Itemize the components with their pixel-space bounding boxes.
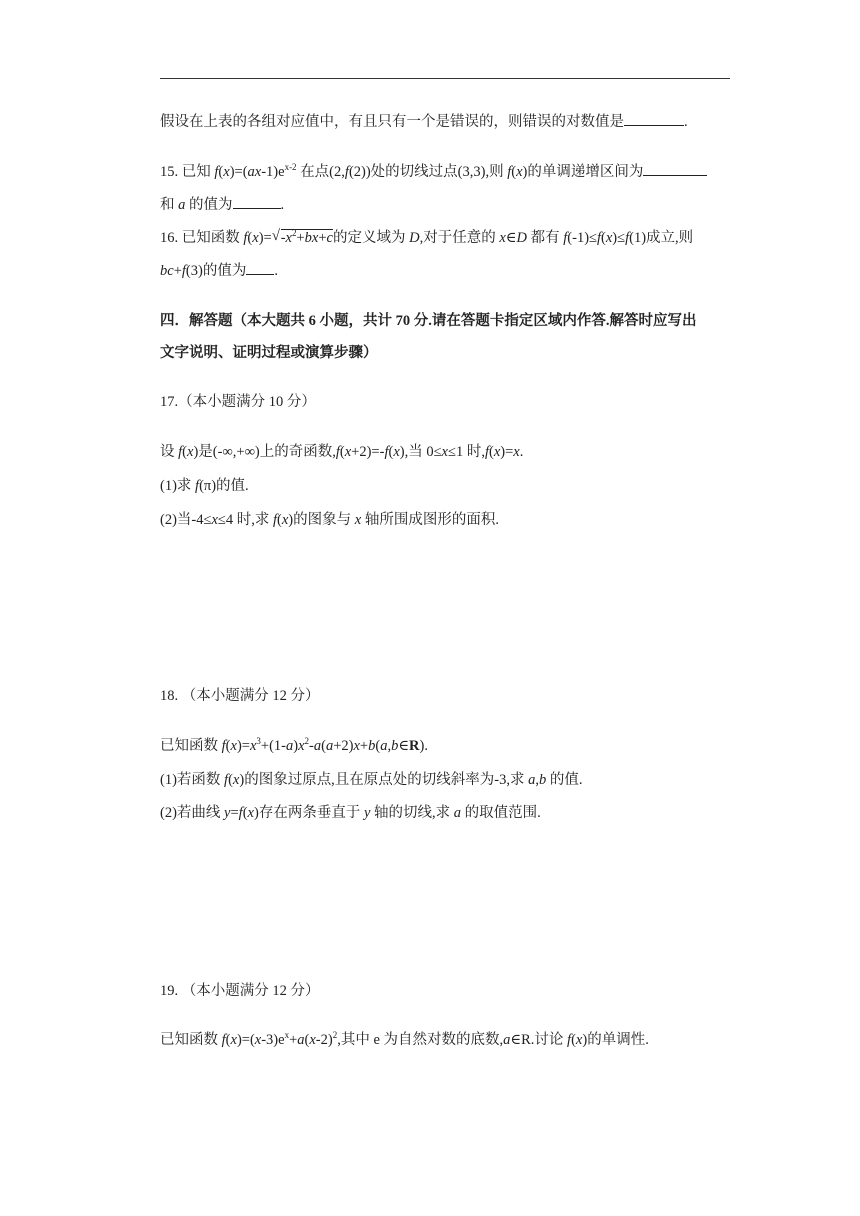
q15-line2-a: 和 xyxy=(160,197,179,213)
q15-line1: 15. 已知 $f(x)=(ax-1)e^{x-2}$ 在点(2,f(2))处的切线过点(3,3),则 f(x)的单调递增区间为 xyxy=(160,161,707,182)
q16-post2: ,对于任意的 xyxy=(419,230,500,246)
q18-part1: (1)若函数 f(x)的图象过原点,且在原点处的切线斜率为-3,求 a,b 的值. xyxy=(160,772,583,788)
q18-statement: 已知函数 $f(x)=x^3+(1-a)x^2-a(a+2)x+b(a,b\in R)$. xyxy=(160,736,428,754)
q16-post1: 的定义域为 xyxy=(332,230,410,246)
header-rule xyxy=(160,78,730,79)
q16-line1: 16. 已知函数 f(x)= √ $-x^2+bx+c$的定义域为 D,对于任意的 x∈D 都有 f(-1)≤f(x)≤f(1)成立,则 xyxy=(160,228,694,246)
q16-line2-end: . xyxy=(274,263,278,279)
q14-tail-end: . xyxy=(684,114,688,130)
q16-line2: bc+f(3)的值为 . xyxy=(160,260,278,281)
q15-f: f xyxy=(214,164,219,180)
q15-text-b: 在点(2,f(2))处的切线过点(3,3),则 f(x)的单调递增区间为 xyxy=(296,164,644,180)
q16-answer-blank xyxy=(246,260,274,275)
section4-heading-line1: 四．解答题（本大题共 6 小题，共计 70 分.请在答题卡指定区域内作答.解答时应写出 xyxy=(160,313,697,329)
q17-part1: (1)求 f(π)的值. xyxy=(160,478,249,494)
q16-post4: 成立,则 xyxy=(646,230,694,246)
q16-number: 16. xyxy=(160,230,182,246)
q14-tail-line xyxy=(160,111,688,132)
q15-answer-blank-2 xyxy=(233,194,281,209)
q14-tail-text: 假设在上表的各组对应值中，有且只有一个是错误的，则错误的对数值是 xyxy=(160,114,624,130)
q18-header: 18. （本小题满分 12 分） xyxy=(160,688,320,704)
q17-part2: (2)当-4≤x≤4 时,求 f(x)的图象与 x 轴所围成图形的面积. xyxy=(160,512,499,528)
q19-statement: 已知函数 $f(x)=(x-3)e^x+a(x-2)^2$,其中 e 为自然对数的底数,a∈R.讨论 f(x)的单调性. xyxy=(160,1030,649,1048)
q15-line2 xyxy=(160,194,284,215)
q16-fx: f xyxy=(243,230,248,246)
q17-header: 17.（本小题满分 10 分） xyxy=(160,394,316,410)
q15-line2-b: 的值为 xyxy=(185,197,233,213)
q16-post3: 都有 xyxy=(527,230,564,246)
q16-sqrt: √ $-x^2+bx+c$ xyxy=(271,228,333,246)
q15-line2-end: . xyxy=(280,197,285,213)
q15-number: 15. xyxy=(160,164,182,180)
q18-part2: (2)若曲线 y=f(x)存在两条垂直于 y 轴的切线,求 a 的取值范围. xyxy=(160,805,541,821)
q17-statement: 设 f(x)是(-∞,+∞)上的奇函数,f(x+2)=-f(x),当 0≤x≤1 时,f(x)=x. xyxy=(160,444,524,460)
q15-answer-blank-1 xyxy=(643,161,707,176)
q19-header: 19. （本小题满分 12 分） xyxy=(160,983,320,999)
q15-exponent: x-2 xyxy=(284,162,297,172)
q15-text-a: 已知 xyxy=(181,164,215,180)
q16-line2-text: 的值为 xyxy=(202,263,247,279)
q14-answer-blank xyxy=(624,111,684,126)
sqrt-symbol-icon: √ xyxy=(271,228,280,244)
section4-heading-line2: 文字说明、证明过程或演算步骤） xyxy=(160,345,378,361)
q16-D: D xyxy=(409,230,420,246)
q15-var-a: a xyxy=(178,197,186,213)
q16-pre: 已知函数 xyxy=(181,230,244,246)
